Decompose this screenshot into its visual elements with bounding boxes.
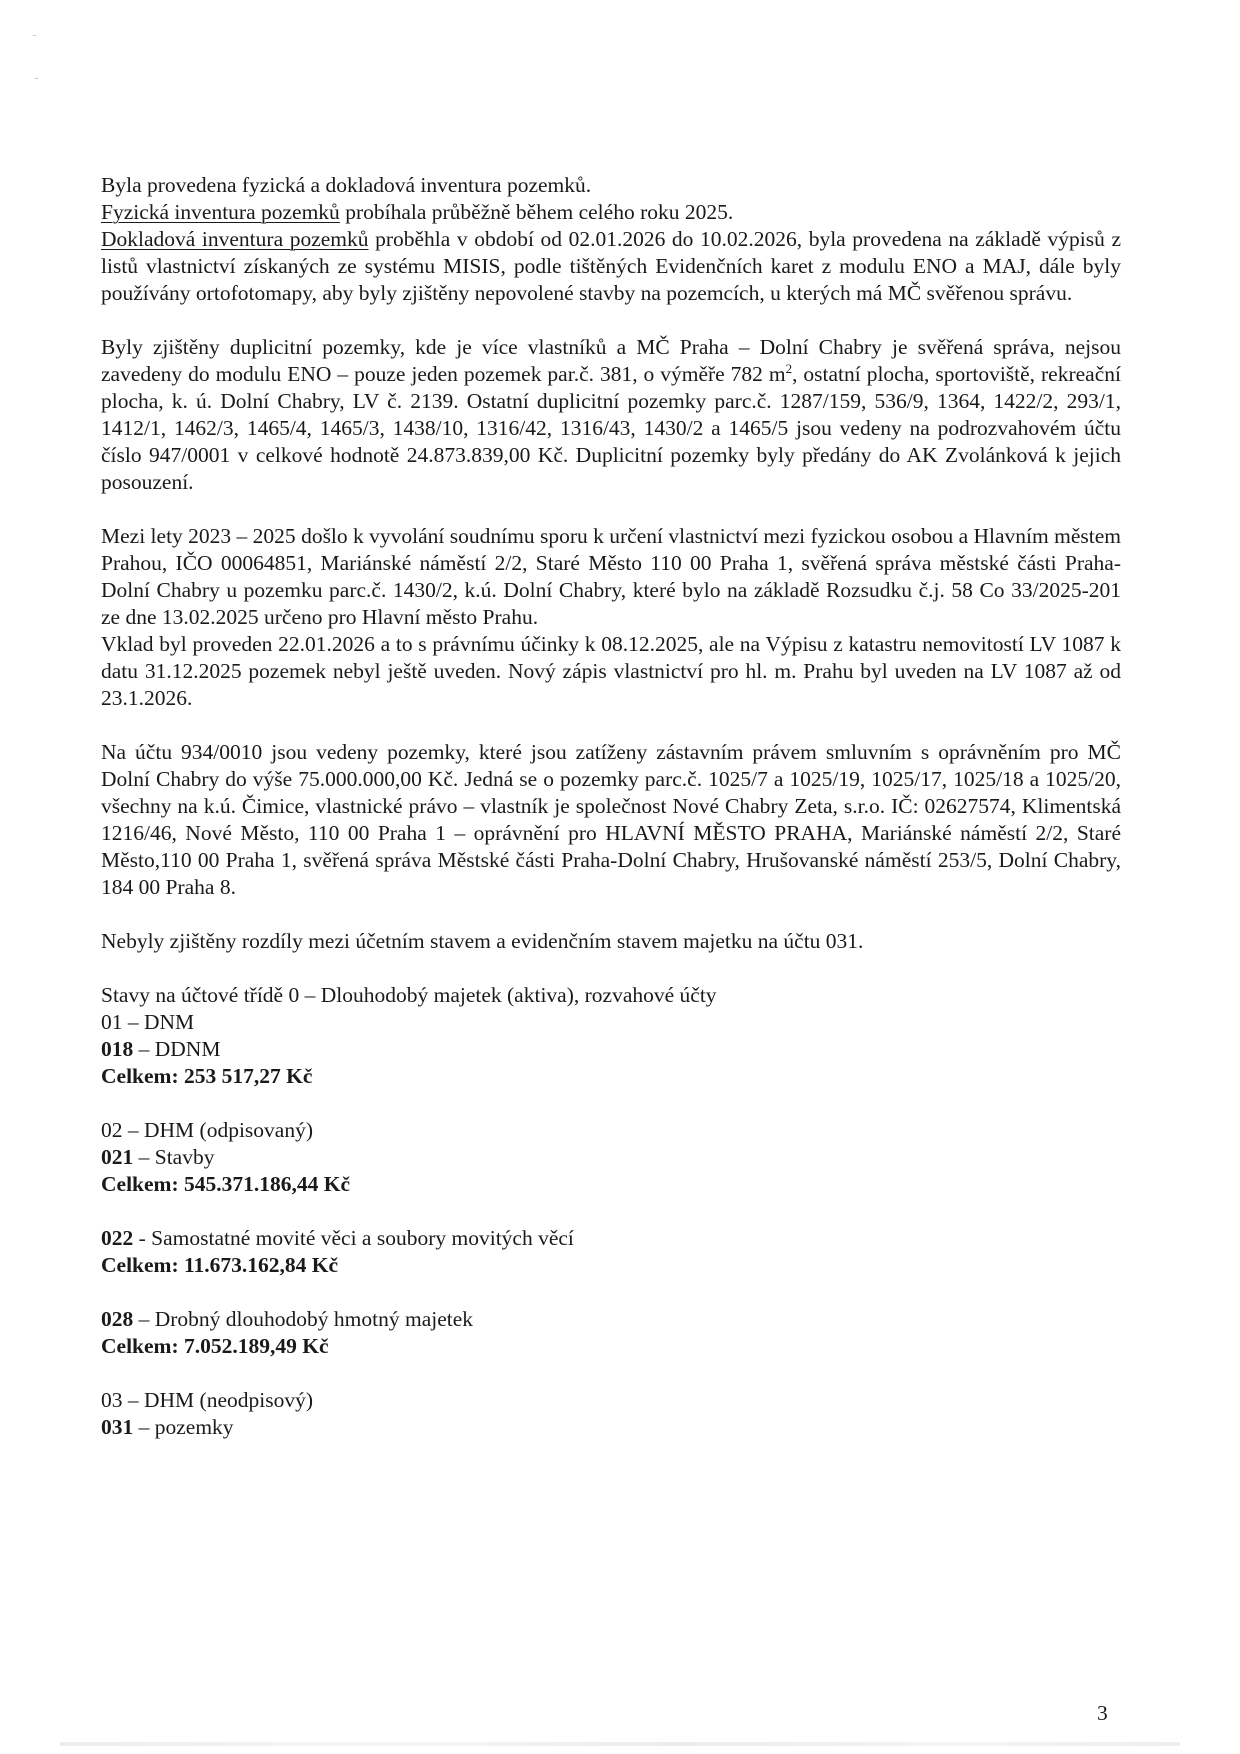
- physical-inventory-text: probíhala průběžně během celého roku 2025.: [339, 200, 734, 224]
- scan-speck: [33, 35, 36, 36]
- group-01-title: 01 – DNM: [101, 1010, 195, 1034]
- account-021-total: [101, 1171, 1121, 1198]
- physical-inventory-line: [101, 199, 1121, 226]
- account-028-total: [101, 1333, 1121, 1360]
- account-018-label: – DDNM: [133, 1037, 221, 1061]
- document-inventory-text: proběhla v období od 02.01.2026 do 10.02.2026, byla provedena na základě výpisů z listů vlastnictví získaných ze systému MISIS, podle tištěných Evidenčních karet z modulu ENO a MAJ, dále byly používány ortofotomapy, aby byly zjištěny nepovolené stavby na pozemcích, u kterých má MČ svěřenou správu.: [101, 227, 1121, 305]
- intro-line: Byla provedena fyzická a dokladová inventura pozemků.: [101, 173, 592, 197]
- account-022-code: 022: [101, 1226, 134, 1250]
- physical-inventory-label: Fyzická inventura pozemků: [101, 200, 340, 224]
- no-difference-statement: Nebyly zjištěny rozdíly mezi účetním stavem a evidenčním stavem majetku na účtu 031.: [101, 929, 864, 953]
- account-022-line: [101, 1225, 1121, 1252]
- class0-section: [101, 982, 1121, 1441]
- account-021-total-value: Celkem: 545.371.186,44 Kč: [101, 1172, 351, 1196]
- document-inventory-paragraph: [101, 226, 1121, 307]
- account-031-label: – pozemky: [133, 1415, 234, 1439]
- class0-heading: Stavy na účtové třídě 0 – Dlouhodobý majetek (aktiva), rozvahové účty: [101, 983, 717, 1007]
- account-031-code: 031: [101, 1415, 134, 1439]
- account-028-line: [101, 1306, 1121, 1333]
- account-018-line: [101, 1036, 1121, 1063]
- account-028-label: – Drobný dlouhodobý hmotný majetek: [133, 1307, 474, 1331]
- account-021-code: 021: [101, 1145, 134, 1169]
- pledge-paragraph: Na účtu 934/0010 jsou vedeny pozemky, které jsou zatíženy zástavním právem smluvním s oprávněním pro MČ Dolní Chabry do výše 75.000.000,00 Kč. Jedná se o pozemky parc.č. 1025/7 a 1025/19, 1025/17, 1025/18 a 1025/20, všechny na k.ú. Čimice, vlastnické právo – vlastník je společnost Nové Chabry Zeta, s.r.o. IČ: 02627574, Klimentská 1216/46, Nové Město, 110 00 Praha 1 – oprávnění pro HLAVNÍ MĚSTO PRAHA, Mariánské náměstí 2/2, Staré Město,110 00 Praha 1, svěřená správa Městské části Praha-Dolní Chabry, Hrušovanské náměstí 253/5, Dolní Chabry, 184 00 Praha 8.: [101, 740, 1121, 899]
- deposit-paragraph: Vklad byl proveden 22.01.2026 a to s právnímu účinky k 08.12.2025, ale na Výpisu z katastru nemovitostí LV 1087 k datu 31.12.2025 pozemek nebyl ještě uveden. Nový zápis vlastnictví pro hl. m. Prahu byl uveden na LV 1087 až od 23.1.2026.: [101, 632, 1121, 710]
- intro-section: [101, 172, 1121, 307]
- account-021-line: [101, 1144, 1121, 1171]
- duplicates-text-a: Byly zjištěny duplicitní pozemky, kde je více vlastníků a MČ Praha – Dolní Chabry je svěřená správa, nejsou zavedeny do modulu ENO – pouze jeden pozemek par.č. 381, o výměře 782 m: [101, 335, 1121, 386]
- account-028-code: 028: [101, 1307, 134, 1331]
- document-inventory-label: Dokladová inventura pozemků: [101, 227, 369, 251]
- duplicates-text-b: , ostatní plocha, sportoviště, rekreační plocha, k. ú. Dolní Chabry, LV č. 2139. Ostatní duplicitní pozemky parc.č. 1287/159, 536/9, 1364, 1422/2, 293/1, 1412/1, 1462/3, 1465/4, 1465/3, 1438/10, 1316/42, 1316/43, 1430/2 a 1465/5 jsou vedeny na podrozvahovém účtu číslo 947/0001 v celkové hodnotě 24.873.839,00 Kč. Duplicitní pozemky byly předány do AK Zvolánková k jejich posouzení.: [101, 362, 1121, 494]
- scan-speck: [35, 78, 38, 79]
- account-022-total: [101, 1252, 1121, 1279]
- account-022-total-value: Celkem: 11.673.162,84 Kč: [101, 1253, 339, 1277]
- account-018-total: [101, 1063, 1121, 1090]
- account-028-total-value: Celkem: 7.052.189,49 Kč: [101, 1334, 329, 1358]
- account-031-line: [101, 1414, 1121, 1441]
- document-body: [101, 172, 1121, 1441]
- scan-edge-shadow: [60, 1742, 1180, 1746]
- account-021-label: – Stavby: [133, 1145, 215, 1169]
- account-018-total-value: Celkem: 253 517,27 Kč: [101, 1064, 313, 1088]
- account-018-code: 018: [101, 1037, 134, 1061]
- page-number: 3: [1097, 1701, 1108, 1725]
- group-02-title: 02 – DHM (odpisovaný): [101, 1118, 313, 1142]
- area-unit-superscript: 2: [785, 360, 793, 376]
- group-03-title: 03 – DHM (neodpisový): [101, 1388, 313, 1412]
- duplicates-paragraph: [101, 334, 1121, 496]
- account-022-label: - Samostatné movité věci a soubory movitých věcí: [133, 1226, 574, 1250]
- dispute-paragraph: Mezi lety 2023 – 2025 došlo k vyvolání soudnímu sporu k určení vlastnictví mezi fyzickou osobou a Hlavním městem Prahou, IČO 00064851, Mariánské náměstí 2/2, Staré Město 110 00 Praha 1, svěřená správa městské části Praha-Dolní Chabry u pozemku parc.č. 1430/2, k.ú. Dolní Chabry, které bylo na základě Rozsudku č.j. 58 Co 33/2025-201 ze dne 13.02.2025 určeno pro Hlavní město Prahu.: [101, 524, 1121, 629]
